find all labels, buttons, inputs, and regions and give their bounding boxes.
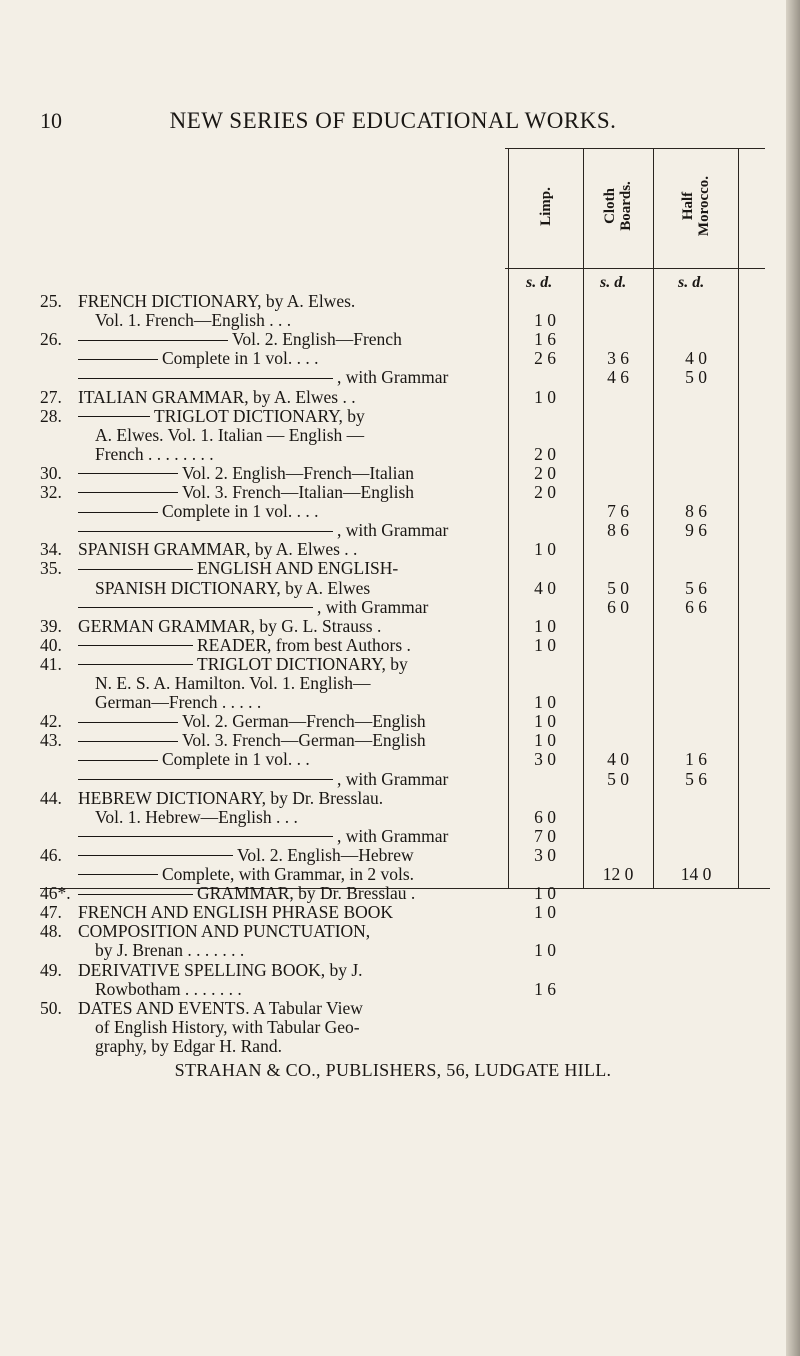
entry-number: 44. xyxy=(40,787,62,808)
price-limp: 7 0 xyxy=(534,825,556,846)
price-half: 14 0 xyxy=(680,864,712,884)
page-edge-shadow xyxy=(786,0,800,1356)
entry-title-text: Complete, with Grammar, in 2 vols. xyxy=(162,864,415,884)
page-number: 10 xyxy=(40,108,62,133)
entry-title-text: Vol. 1. French—English . . . xyxy=(95,310,292,331)
entry-title-text: Vol. 2. German—French—English xyxy=(182,711,426,732)
entry-title-text: COMPOSITION AND PUNCTUATION, xyxy=(78,921,371,942)
ditto-dash xyxy=(78,836,333,837)
price-limp: 1 6 xyxy=(534,329,556,350)
price-limp: 1 0 xyxy=(534,386,556,407)
price-limp: 6 0 xyxy=(534,806,556,827)
column-head-limp xyxy=(512,150,580,262)
price-cloth: 6 0 xyxy=(607,596,629,617)
price-limp: 1 0 xyxy=(534,310,556,331)
entry-number: 25. xyxy=(40,291,62,311)
entry-title-text: Complete in 1 vol. . . . xyxy=(162,501,319,522)
entry-title-text: Vol. 2. English—French—Italian xyxy=(182,462,415,483)
entry-number: 49. xyxy=(40,959,62,980)
ditto-dash xyxy=(78,722,178,723)
entry-title-text: , with Grammar xyxy=(337,367,449,388)
price-half: 1 6 xyxy=(685,749,707,770)
price-cloth: 3 6 xyxy=(607,348,629,369)
entry-title-text: Vol. 2. English—French xyxy=(232,329,402,350)
ditto-dash xyxy=(78,359,158,360)
column-head-half-label: Half Morocco. xyxy=(680,175,712,237)
ditto-dash xyxy=(78,531,333,532)
ditto-dash xyxy=(78,473,178,474)
entry-number: 30. xyxy=(40,462,62,483)
price-limp: 2 0 xyxy=(534,482,556,502)
running-title: NEW SERIES OF EDUCATIONAL WORKS. xyxy=(169,108,617,133)
entry-number: 46. xyxy=(40,844,62,865)
entry-title-text: HEBREW DICTIONARY, by Dr. Bresslau. xyxy=(78,787,384,808)
ditto-dash xyxy=(78,645,193,646)
table-top-rule xyxy=(505,148,765,149)
entry-title-text: Rowbotham . . . . . . . xyxy=(95,978,242,999)
price-half: 5 6 xyxy=(685,577,707,598)
price-limp: 2 0 xyxy=(534,443,556,464)
entry-number: 41. xyxy=(40,653,62,674)
entry-title-text: of English History, with Tabular Geo- xyxy=(95,1016,360,1037)
entry-title-text: Vol. 3. French—German—English xyxy=(182,730,426,751)
entry-title-text: by J. Brenan . . . . . . . xyxy=(95,940,245,961)
entry-title-text: Complete in 1 vol. . . . xyxy=(162,348,319,369)
entry-title xyxy=(95,1035,282,1057)
price-cloth: 5 0 xyxy=(607,768,629,789)
price-limp: 1 0 xyxy=(534,692,556,713)
header-bottom-rule xyxy=(505,268,765,269)
price-half: 5 6 xyxy=(685,768,707,789)
entry-title-text: Vol. 1. Hebrew—English . . . xyxy=(95,806,298,827)
ditto-dash xyxy=(78,664,193,665)
entry-number: 42. xyxy=(40,711,62,732)
ditto-dash xyxy=(78,492,178,493)
price-limp: 1 0 xyxy=(534,883,556,904)
catalogue-row xyxy=(0,1035,786,1057)
price-limp: 3 0 xyxy=(534,844,556,865)
entry-number: 43. xyxy=(40,730,62,751)
entry-title-text: , with Grammar xyxy=(337,520,449,541)
entry-title-text: GERMAN GRAMMAR, by G. L. Strauss . xyxy=(78,615,382,636)
entry-title-text: Complete in 1 vol. . . xyxy=(162,749,310,770)
ditto-dash xyxy=(78,779,333,780)
price-limp: 1 0 xyxy=(534,711,556,732)
entry-title-text: graphy, by Edgar H. Rand. xyxy=(95,1035,282,1056)
ditto-dash xyxy=(78,894,193,895)
entry-number: 26. xyxy=(40,329,62,350)
price-half: 6 6 xyxy=(685,596,707,617)
page-header xyxy=(0,108,786,138)
price-limp: 1 0 xyxy=(534,902,556,923)
ditto-dash xyxy=(78,874,158,875)
entry-title-text: German—French . . . . . xyxy=(95,692,262,713)
entry-number: 34. xyxy=(40,539,62,560)
price-limp: 1 0 xyxy=(534,730,556,751)
entry-title-text: Vol. 2. English—Hebrew xyxy=(237,844,414,865)
entry-title-text: N. E. S. A. Hamilton. Vol. 1. English— xyxy=(95,673,371,693)
entry-title-text: READER, from best Authors . xyxy=(197,634,411,655)
entry-title-text: GRAMMAR, by Dr. Bresslau . xyxy=(197,883,416,904)
entry-title-text: SPANISH DICTIONARY, by A. Elwes xyxy=(95,577,371,598)
entry-title-text: , with Grammar xyxy=(317,596,429,617)
entry-title-text: FRENCH DICTIONARY, by A. Elwes. xyxy=(78,291,356,311)
entry-title-text: , with Grammar xyxy=(337,825,449,846)
ditto-dash xyxy=(78,378,333,379)
price-cloth: 4 0 xyxy=(607,749,629,770)
ditto-dash xyxy=(78,340,228,341)
entry-number: 50. xyxy=(40,997,62,1018)
price-cloth: 7 6 xyxy=(607,501,629,522)
entry-number: 35. xyxy=(40,558,62,579)
price-limp: 3 0 xyxy=(534,749,556,770)
unit-cloth: s. d. xyxy=(600,274,627,291)
price-limp: 1 6 xyxy=(534,978,556,999)
ditto-dash xyxy=(78,760,158,761)
price-half: 4 0 xyxy=(685,348,707,369)
price-limp: 4 0 xyxy=(534,577,556,598)
ditto-dash xyxy=(78,512,158,513)
unit-limp: s. d. xyxy=(526,274,553,291)
entry-number: 46*. xyxy=(40,883,71,904)
entry-title-text: FRENCH AND ENGLISH PHRASE BOOK xyxy=(78,902,394,923)
ditto-dash xyxy=(78,855,233,856)
entry-number: 32. xyxy=(40,482,62,502)
ditto-dash xyxy=(78,607,313,608)
price-half: 8 6 xyxy=(685,501,707,522)
entry-number: 27. xyxy=(40,386,62,407)
column-head-cloth-label: Cloth Boards. xyxy=(602,181,634,231)
price-cloth: 4 6 xyxy=(607,367,629,388)
column-head-limp-label: Limp. xyxy=(537,186,554,226)
entry-title-text: SPANISH GRAMMAR, by A. Elwes . . xyxy=(78,539,358,560)
price-limp: 1 0 xyxy=(534,940,556,961)
entry-number: 39. xyxy=(40,615,62,636)
price-limp: 2 6 xyxy=(534,348,556,369)
entry-title-text: DATES AND EVENTS. A Tabular View xyxy=(78,997,363,1018)
entry-title-text: TRIGLOT DICTIONARY, by xyxy=(197,653,408,674)
entry-number: 47. xyxy=(40,902,62,923)
price-cloth: 12 0 xyxy=(602,864,634,884)
entry-title-text: ITALIAN GRAMMAR, by A. Elwes . . xyxy=(78,386,356,407)
column-head-half xyxy=(656,150,736,262)
ditto-dash xyxy=(78,741,178,742)
column-head-cloth xyxy=(586,150,650,262)
price-limp: 1 0 xyxy=(534,615,556,636)
entry-number: 40. xyxy=(40,634,62,655)
price-limp: 1 0 xyxy=(534,634,556,655)
entry-title-text: TRIGLOT DICTIONARY, by xyxy=(154,405,365,426)
entry-title-text: A. Elwes. Vol. 1. Italian — English — xyxy=(95,424,365,445)
price-limp: 2 0 xyxy=(534,462,556,483)
ditto-dash xyxy=(78,416,150,417)
entry-title-text: ENGLISH AND ENGLISH- xyxy=(197,558,399,579)
ditto-dash xyxy=(78,569,193,570)
entry-number: 48. xyxy=(40,921,62,942)
price-half: 5 0 xyxy=(685,367,707,388)
unit-half: s. d. xyxy=(678,274,705,291)
price-limp: 1 0 xyxy=(534,539,556,560)
entry-title-text: French . . . . . . . . xyxy=(95,443,214,464)
publisher-imprint: STRAHAN & CO., PUBLISHERS, 56, LUDGATE HILL. xyxy=(174,1060,612,1080)
entry-title-text: , with Grammar xyxy=(337,768,449,789)
price-cloth: 8 6 xyxy=(607,520,629,541)
entry-title-text: Vol. 3. French—Italian—English xyxy=(182,482,415,502)
price-half: 9 6 xyxy=(685,520,707,541)
price-cloth: 5 0 xyxy=(607,577,629,598)
entry-title-text: DERIVATIVE SPELLING BOOK, by J. xyxy=(78,959,363,980)
entry-number: 28. xyxy=(40,405,62,426)
